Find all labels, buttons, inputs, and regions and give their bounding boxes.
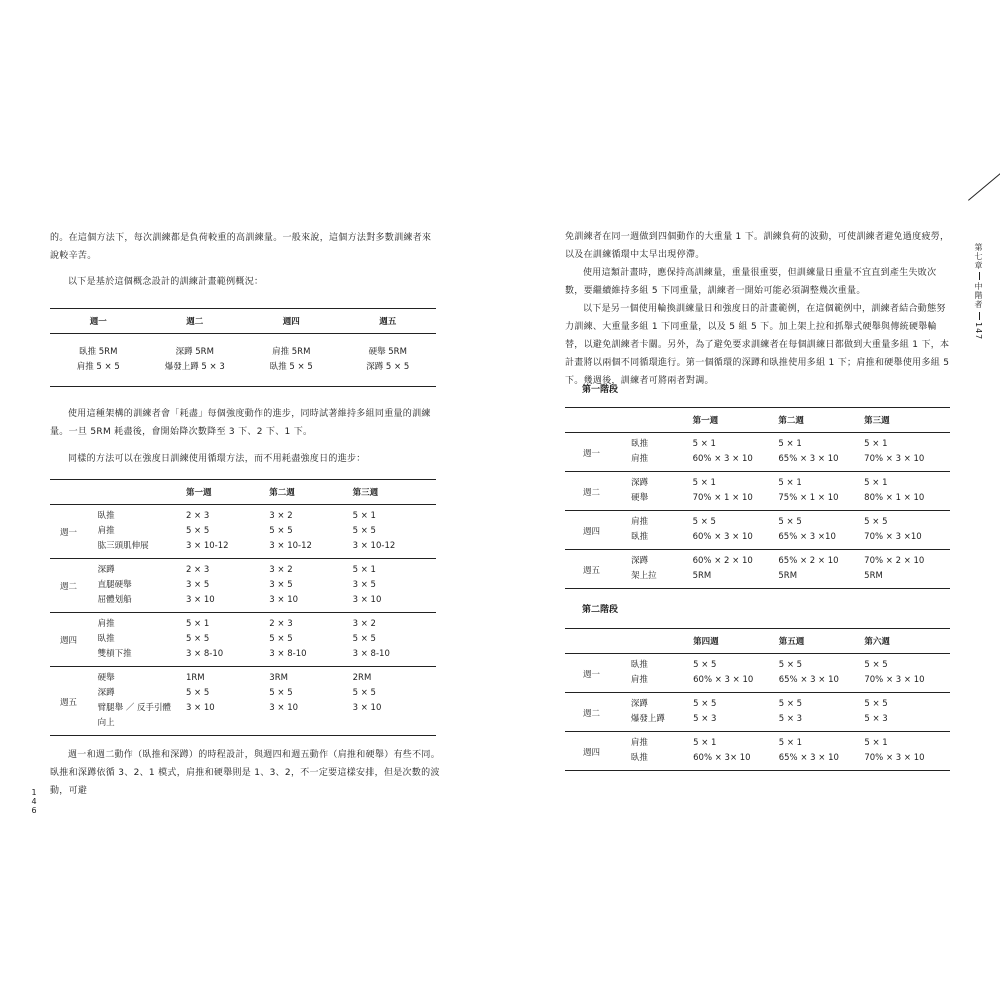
blank-header	[565, 408, 631, 433]
exercise-name: 爆發上蹲	[630, 714, 665, 724]
set-rep-value: 3 × 5	[269, 580, 293, 590]
column-header: 第二週	[778, 408, 864, 433]
table-row	[565, 511, 950, 531]
set-rep-value: 5 × 1	[864, 472, 950, 492]
exercise-name: 肩推	[631, 454, 649, 464]
set-rep-value: 5 × 1	[693, 472, 779, 492]
set-rep-value: 1RM	[186, 667, 269, 687]
set-rep-value: 3 × 10	[269, 595, 299, 605]
blank-header	[565, 629, 631, 654]
day-group	[50, 667, 436, 736]
section-heading: 第二階段	[582, 605, 619, 615]
set-rep-value: 60% × 3 × 10	[692, 454, 753, 464]
set-rep-value: 5 × 1	[864, 439, 888, 449]
table-cell: 深蹲 5RM	[175, 347, 214, 357]
set-rep-value	[186, 716, 269, 736]
day-group	[50, 559, 436, 613]
set-rep-value: 5 × 5	[352, 634, 376, 644]
set-rep-value: 5 × 1	[778, 439, 802, 449]
set-rep-value: 5 × 1	[779, 732, 865, 752]
day-group	[565, 433, 950, 472]
exercise-name: 臥推	[631, 532, 649, 542]
column-header: 週二	[147, 309, 244, 334]
chapter-title-tab	[974, 282, 983, 309]
set-rep-value: 60% × 2 × 10	[693, 550, 779, 570]
set-rep-value: 65% × 3 ×10	[778, 532, 836, 542]
table-cell: 深蹲 5 × 5	[366, 362, 410, 372]
column-header: 第六週	[864, 629, 950, 654]
page-number: 146	[31, 788, 37, 815]
set-rep-value: 3 × 8-10	[185, 649, 224, 659]
corner-decoration	[968, 167, 1000, 201]
set-rep-value: 3RM	[269, 667, 352, 687]
exercise-name: 臥推	[97, 511, 115, 521]
overview-table	[50, 308, 436, 387]
table-row	[50, 524, 436, 539]
set-rep-value: 5 × 5	[693, 693, 779, 713]
set-rep-value: 70% × 1 × 10	[692, 493, 753, 503]
table-row	[50, 578, 436, 593]
set-rep-value: 5 × 5	[693, 511, 779, 531]
paragraph: 免訓練者在同一週做到四個動作的大重量 1 下。訓練負荷的波動，可使訓練者避免過度疲勞，以及在訓練循環中太早出現停滯。	[565, 232, 950, 260]
divider	[979, 312, 980, 320]
blank-header	[98, 480, 186, 505]
table-row	[50, 686, 436, 701]
set-rep-value: 3 × 5	[185, 580, 210, 590]
exercise-name: 雙槓下推	[97, 649, 132, 659]
set-rep-value: 65% × 3 × 10	[778, 675, 839, 685]
table-row	[565, 472, 950, 492]
blank-header	[50, 480, 98, 505]
set-rep-value: 70% × 3 × 10	[864, 753, 925, 763]
exercise-name: 屈體划船	[97, 595, 132, 605]
page-number: 147	[974, 322, 983, 341]
set-rep-value: 3 × 10-12	[185, 541, 229, 551]
set-rep-value: 70% × 3 ×10	[864, 532, 922, 542]
set-rep-value: 5 × 1	[353, 559, 436, 579]
exercise-name: 深蹲	[631, 472, 693, 492]
table-cell: 硬舉 5RM	[368, 347, 407, 357]
day-label: 週一	[583, 669, 601, 680]
set-rep-value: 65% × 3 × 10	[778, 454, 839, 464]
paragraph: 使用這類計畫時，應保持高訓練量，重量很重要，但訓練量日重量不宜直到產生失敗次數，要繼續維持多組 5 下同重量，訓練者一開始可能必須調整幾次重量。	[565, 268, 937, 296]
day-group	[565, 654, 950, 693]
chapter-title: 中階者	[974, 282, 983, 309]
exercise-name: 直腿硬舉	[97, 580, 132, 590]
day-label: 週二	[50, 559, 98, 613]
exercise-name: 深蹲	[631, 550, 693, 570]
table-row	[50, 593, 436, 613]
table-cell: 臥推 5 × 5	[269, 362, 313, 372]
paragraph: 的。在這個方法下，每次訓練都是負荷較重的高訓練量。一般來說，這個方法對多數訓練者來說較辛苦。	[50, 233, 432, 261]
set-rep-value: 80% × 1 × 10	[864, 493, 925, 503]
table-row	[565, 654, 950, 674]
day-group	[50, 505, 436, 559]
set-rep-value: 5 × 5	[269, 526, 293, 536]
set-rep-value: 3 × 5	[352, 580, 376, 590]
day-label: 週一	[60, 528, 78, 538]
day-label: 週一	[583, 448, 601, 459]
set-rep-value: 5 × 5	[352, 526, 376, 536]
set-rep-value: 5RM	[778, 571, 798, 581]
page-number-tab	[974, 322, 983, 340]
day-group	[565, 511, 950, 550]
day-label: 週四	[565, 732, 631, 771]
set-rep-value: 3 × 10	[185, 703, 215, 713]
set-rep-value: 5 × 1	[693, 732, 779, 752]
exercise-name: 肱三頭肌伸展	[97, 541, 149, 551]
column-header: 第五週	[779, 629, 865, 654]
column-header: 第一週	[186, 480, 269, 505]
set-rep-value: 60% × 3× 10	[693, 753, 751, 763]
set-rep-value: 70% × 2 × 10	[864, 550, 950, 570]
set-rep-value: 3 × 8-10	[269, 649, 307, 659]
set-rep-value: 5 × 5	[185, 688, 210, 698]
set-rep-value: 5 × 1	[352, 511, 376, 521]
set-rep-value: 5 × 5	[269, 634, 293, 644]
set-rep-value: 60% × 3 × 10	[692, 532, 753, 542]
day-label: 週四	[565, 511, 631, 550]
table-cell: 肩推 5 × 5	[76, 362, 120, 372]
day-group	[565, 472, 950, 511]
exercise-name: 臥推	[630, 753, 648, 763]
set-rep-value: 5 × 5	[693, 660, 717, 670]
set-rep-value: 5 × 5	[864, 693, 950, 713]
exercise-name: 肩推	[631, 511, 693, 531]
table-cell: 肩推 5RM	[272, 347, 311, 357]
column-header: 第一週	[693, 408, 779, 433]
table-row	[565, 550, 950, 570]
day-group	[565, 550, 950, 589]
column-header: 第三週	[353, 480, 436, 505]
exercise-name: 肩推	[630, 675, 648, 685]
table-row	[50, 539, 436, 559]
set-rep-value: 5 × 5	[864, 660, 888, 670]
chapter-tab	[974, 243, 983, 270]
set-rep-value: 2 × 3	[269, 613, 352, 633]
exercise-name: 架上拉	[631, 571, 657, 581]
day-label: 週二	[565, 693, 631, 732]
set-rep-value: 3 × 2	[353, 613, 436, 633]
set-rep-value: 2RM	[353, 667, 436, 687]
column-header: 週一	[50, 309, 147, 334]
set-rep-value: 3 × 10-12	[352, 541, 396, 551]
paragraph: 以下是基於這個概念設計的訓練計畫範例概況：	[68, 277, 264, 287]
set-rep-value: 3 × 10	[352, 703, 382, 713]
column-header: 第二週	[269, 480, 352, 505]
table-row	[50, 360, 436, 387]
set-rep-value: 5 × 5	[352, 688, 376, 698]
table-row	[50, 667, 436, 687]
weekly-cycle-table	[50, 479, 436, 736]
exercise-name: 深蹲	[98, 559, 186, 579]
paragraph: 週一和週二動作（臥推和深蹲）的時程設計，與週四和週五動作（肩推和硬舉）有些不同。臥推和深蹲依循 3、2、1 模式，肩推和硬舉則是 1、3、2，不一定要這樣安排，但是次數的波動，可避	[50, 750, 441, 796]
exercise-name: 肩推	[98, 613, 186, 633]
paragraph: 以下是另一個使用輪換訓練量日和強度日的計畫範例，在這個範例中，訓練者結合動態努力訓練、大重量多組 1 下同重量，以及 5 組 5 下。加上架上拉和抓舉式硬舉與傳統硬舉輪替，以避免訓練者卡關。另外，為了避免要求訓練者在每個訓練日都做到大重量多組 1 下，本計畫將以兩個不同循環進行。第一個循環的深蹲和臥推使用多組 1 下；肩推和硬舉使用多組 5 下。幾週後，訓練者可將兩者對調。	[565, 304, 950, 386]
set-rep-value: 5 × 1	[692, 439, 716, 449]
set-rep-value: 3 × 8-10	[352, 649, 390, 659]
exercise-name: 臥推	[97, 634, 115, 644]
set-rep-value: 3 × 10	[352, 595, 382, 605]
day-label: 週四	[50, 613, 98, 667]
set-rep-value: 5 × 5	[185, 526, 210, 536]
exercise-name: 肩推	[97, 526, 115, 536]
table-row	[50, 613, 436, 633]
set-rep-value: 5 × 1	[864, 732, 950, 752]
exercise-name: 深蹲	[631, 693, 693, 713]
blank-header	[631, 408, 693, 433]
set-rep-value: 5 × 5	[269, 688, 293, 698]
set-rep-value: 5 × 3	[864, 714, 888, 724]
day-label: 週五	[565, 550, 631, 589]
day-group	[50, 613, 436, 667]
set-rep-value: 75% × 1 × 10	[778, 493, 839, 503]
day-group	[565, 732, 950, 771]
phase-1-table	[565, 407, 950, 589]
set-rep-value: 2 × 3	[186, 559, 269, 579]
exercise-name: 向上	[97, 718, 115, 728]
exercise-name: 臥推	[630, 660, 648, 670]
chapter-label: 第七章	[974, 243, 983, 270]
set-rep-value: 60% × 3 × 10	[693, 675, 754, 685]
table-row	[50, 505, 436, 525]
exercise-name: 臂腿舉 ／ 反手引體	[97, 703, 172, 713]
exercise-name: 臥推	[631, 439, 649, 449]
column-header: 週四	[243, 309, 340, 334]
set-rep-value: 3 × 10-12	[269, 541, 312, 551]
set-rep-value: 5RM	[692, 571, 712, 581]
set-rep-value: 5 × 1	[186, 613, 269, 633]
set-rep-value: 5 × 5	[778, 660, 803, 670]
table-row	[565, 433, 950, 453]
table-cell: 臥推 5RM	[79, 347, 118, 357]
set-rep-value: 5 × 5	[185, 634, 210, 644]
set-rep-value: 2 × 3	[185, 511, 210, 521]
set-rep-value: 5 × 5	[778, 511, 864, 531]
set-rep-value: 5 × 3	[778, 714, 803, 724]
set-rep-value: 5 × 5	[779, 693, 865, 713]
table-row	[50, 701, 436, 716]
column-header: 週五	[340, 309, 437, 334]
set-rep-value: 5 × 3	[693, 714, 717, 724]
column-header: 第三週	[864, 408, 950, 433]
table-row	[565, 732, 950, 752]
set-rep-value: 5 × 5	[864, 511, 950, 531]
set-rep-value: 70% × 3 × 10	[864, 454, 925, 464]
set-rep-value: 3 × 2	[269, 511, 293, 521]
table-row	[50, 632, 436, 647]
exercise-name: 硬舉	[631, 493, 649, 503]
table-row	[50, 647, 436, 667]
set-rep-value: 3 × 2	[269, 559, 352, 579]
day-group	[565, 693, 950, 732]
exercise-name: 硬舉	[98, 667, 186, 687]
set-rep-value: 5RM	[864, 571, 883, 581]
set-rep-value: 5 × 1	[778, 472, 864, 492]
exercise-name: 深蹲	[97, 688, 115, 698]
phase-2-table	[565, 628, 950, 771]
divider	[979, 272, 980, 280]
set-rep-value: 65% × 2 × 10	[778, 550, 864, 570]
set-rep-value: 65% × 3 × 10	[778, 753, 839, 763]
exercise-name: 肩推	[631, 732, 693, 752]
set-rep-value	[269, 716, 352, 736]
table-row	[50, 559, 436, 579]
paragraph: 使用這種架構的訓練者會「耗盡」每個強度動作的進步，同時試著維持多組同重量的訓練量。一旦 5RM 耗盡後，會開始降次數降至 3 下、2 下、1 下。	[50, 409, 431, 437]
table-row	[565, 693, 950, 713]
table-cell: 爆發上蹲 5 × 3	[164, 362, 225, 372]
day-label: 週五	[50, 667, 98, 736]
table-row	[50, 716, 436, 736]
set-rep-value	[353, 716, 436, 736]
set-rep-value: 70% × 3 × 10	[864, 675, 925, 685]
blank-header	[631, 629, 693, 654]
day-label: 週二	[565, 472, 631, 511]
set-rep-value: 3 × 10	[185, 595, 215, 605]
column-header: 第四週	[693, 629, 779, 654]
section-heading: 第一階段	[582, 385, 619, 395]
paragraph: 同樣的方法可以在強度日訓練使用循環方法，而不用耗盡強度日的進步：	[68, 454, 366, 464]
table-row	[50, 334, 436, 361]
set-rep-value: 3 × 10	[269, 703, 299, 713]
